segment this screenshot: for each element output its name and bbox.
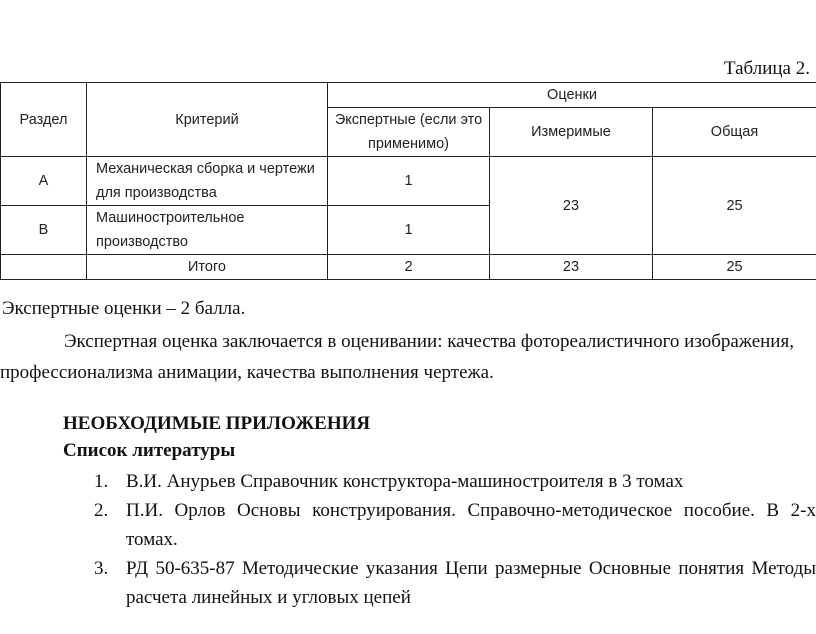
totals-label: Итого [87,255,328,280]
merged-measurable-cell: 23 [490,157,653,255]
totals-total: 25 [653,255,816,280]
header-scores: Оценки [328,83,816,108]
scores-table [0,82,816,280]
list-item [94,467,816,496]
table-row [1,157,816,206]
row-expert: 1 [328,206,490,255]
expert-scores-paragraph: Экспертные оценки – 2 балла. [2,298,246,319]
reference-text: РД 50-635-87 Методические указания Цепи размерные Основные понятия Методы расчета линейных и угловых цепей [126,558,816,608]
list-item [94,554,816,612]
appendix-heading: НЕОБХОДИМЫЕ ПРИЛОЖЕНИЯ [63,413,371,434]
references-list [94,467,816,612]
list-item [94,496,816,554]
merged-total-cell: 25 [653,157,816,255]
row-criterion: Машиностроительное производство [87,206,328,255]
expert-description-paragraph: Экспертная оценка заключается в оценивании: качества фотореалистичного изображения, профессионализма анимации, качества выполнения чертежа. [0,331,794,383]
reference-number: 3. [94,558,109,579]
totals-row [1,255,816,280]
references-heading: Список литературы [63,440,236,461]
totals-measurable: 23 [490,255,653,280]
reference-number: 1. [94,471,109,492]
row-expert: 1 [328,157,490,206]
header-criterion: Критерий [87,83,328,157]
reference-text: П.И. Орлов Основы конструирования. Справочно-методическое пособие. В 2-х томах. [126,500,816,550]
reference-number: 2. [94,500,109,521]
row-criterion: Механическая сборка и чертежи для производства [87,157,328,206]
totals-expert: 2 [328,255,490,280]
header-expert: Экспертные (если это применимо) [328,108,490,157]
header-section: Раздел [1,83,87,157]
totals-empty-cell [1,255,87,280]
row-section: А [1,157,87,206]
header-measurable: Измеримые [490,108,653,157]
table-caption: Таблица 2. [723,58,810,79]
reference-text: В.И. Анурьев Справочник конструктора-машиностроителя в 3 томах [126,471,684,492]
header-total: Общая [653,108,816,157]
row-section: В [1,206,87,255]
table-header-row [1,83,816,108]
